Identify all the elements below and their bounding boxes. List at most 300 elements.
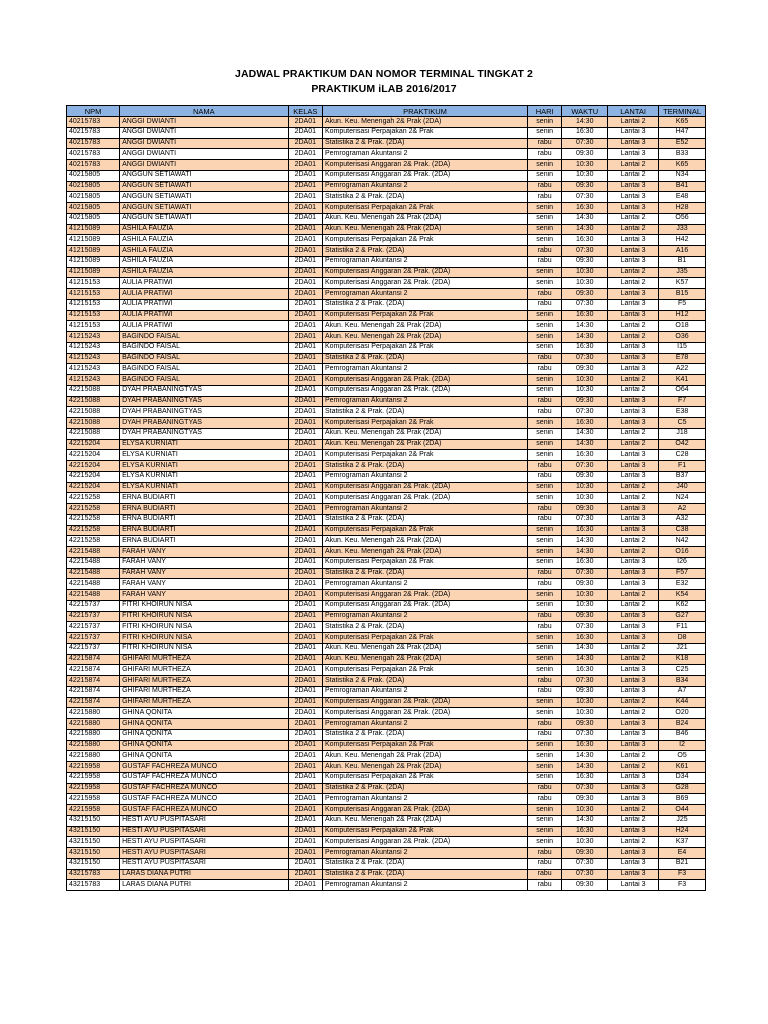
cell-npm: 42215204 xyxy=(67,482,120,493)
cell-nama: AULIA PRATIWI xyxy=(120,299,289,310)
cell-waktu: 09:30 xyxy=(562,848,608,859)
cell-waktu: 16:30 xyxy=(562,740,608,751)
cell-npm: 42215958 xyxy=(67,783,120,794)
cell-nama: DYAH PRABANINGTYAS xyxy=(120,385,289,396)
table-row xyxy=(67,590,706,601)
cell-lantai: Lantai 2 xyxy=(608,751,659,762)
cell-kelas: 2DA01 xyxy=(288,267,322,278)
cell-npm: 42215874 xyxy=(67,676,120,687)
cell-nama: ANGGUN SETIAWATI xyxy=(120,170,289,181)
cell-kelas: 2DA01 xyxy=(288,815,322,826)
cell-npm: 42215880 xyxy=(67,740,120,751)
cell-praktikum: Komputerisasi Perpajakan 2& Prak xyxy=(322,772,527,783)
table-row xyxy=(67,342,706,353)
cell-terminal: J18 xyxy=(659,428,706,439)
cell-kelas: 2DA01 xyxy=(288,299,322,310)
table-row xyxy=(67,450,706,461)
cell-nama: DYAH PRABANINGTYAS xyxy=(120,418,289,429)
cell-waktu: 10:30 xyxy=(562,600,608,611)
cell-npm: 40215805 xyxy=(67,213,120,224)
cell-lantai: Lantai 2 xyxy=(608,536,659,547)
cell-hari: senin xyxy=(528,805,562,816)
cell-terminal: O36 xyxy=(659,332,706,343)
cell-hari: rabu xyxy=(528,364,562,375)
cell-npm: 42215088 xyxy=(67,407,120,418)
cell-praktikum: Komputerisasi Anggaran 2& Prak. (2DA) xyxy=(322,837,527,848)
cell-hari: senin xyxy=(528,332,562,343)
cell-waktu: 16:30 xyxy=(562,826,608,837)
cell-lantai: Lantai 3 xyxy=(608,611,659,622)
cell-nama: FITRI KHOIRUN NISA xyxy=(120,622,289,633)
cell-hari: senin xyxy=(528,740,562,751)
cell-lantai: Lantai 3 xyxy=(608,396,659,407)
cell-kelas: 2DA01 xyxy=(288,149,322,160)
cell-nama: GHINA QONITA xyxy=(120,719,289,730)
cell-kelas: 2DA01 xyxy=(288,525,322,536)
cell-praktikum: Komputerisasi Perpajakan 2& Prak xyxy=(322,450,527,461)
cell-npm: 42215204 xyxy=(67,471,120,482)
table-row xyxy=(67,256,706,267)
cell-praktikum: Pemrograman Akuntansi 2 xyxy=(322,149,527,160)
table-row xyxy=(67,203,706,214)
cell-waktu: 09:30 xyxy=(562,289,608,300)
cell-npm: 41215243 xyxy=(67,342,120,353)
cell-hari: senin xyxy=(528,267,562,278)
table-row xyxy=(67,127,706,138)
cell-nama: ERNA BUDIARTI xyxy=(120,536,289,547)
table-row xyxy=(67,762,706,773)
table-row xyxy=(67,547,706,558)
cell-praktikum: Statistika 2 & Prak. (2DA) xyxy=(322,407,527,418)
cell-hari: senin xyxy=(528,203,562,214)
cell-nama: ANGGI DWIANTI xyxy=(120,117,289,128)
cell-kelas: 2DA01 xyxy=(288,783,322,794)
table-row xyxy=(67,826,706,837)
cell-hari: senin xyxy=(528,751,562,762)
cell-npm: 42215737 xyxy=(67,633,120,644)
cell-waktu: 10:30 xyxy=(562,375,608,386)
cell-waktu: 07:30 xyxy=(562,461,608,472)
cell-lantai: Lantai 3 xyxy=(608,342,659,353)
column-header-lantai: LANTAI xyxy=(608,106,659,117)
cell-hari: rabu xyxy=(528,858,562,869)
cell-lantai: Lantai 3 xyxy=(608,568,659,579)
cell-lantai: Lantai 2 xyxy=(608,547,659,558)
cell-terminal: F5 xyxy=(659,299,706,310)
table-row xyxy=(67,751,706,762)
cell-waktu: 09:30 xyxy=(562,364,608,375)
cell-nama: GHINA QONITA xyxy=(120,729,289,740)
cell-kelas: 2DA01 xyxy=(288,665,322,676)
cell-lantai: Lantai 3 xyxy=(608,622,659,633)
table-row xyxy=(67,880,706,891)
cell-terminal: B15 xyxy=(659,289,706,300)
cell-npm: 40215805 xyxy=(67,181,120,192)
cell-hari: senin xyxy=(528,493,562,504)
cell-npm: 40215783 xyxy=(67,138,120,149)
cell-hari: senin xyxy=(528,385,562,396)
cell-npm: 42215488 xyxy=(67,568,120,579)
cell-lantai: Lantai 2 xyxy=(608,762,659,773)
cell-hari: senin xyxy=(528,224,562,235)
cell-waktu: 10:30 xyxy=(562,170,608,181)
cell-terminal: A32 xyxy=(659,514,706,525)
cell-waktu: 16:30 xyxy=(562,633,608,644)
cell-nama: ELYSA KURNIATI xyxy=(120,471,289,482)
table-row xyxy=(67,837,706,848)
cell-kelas: 2DA01 xyxy=(288,590,322,601)
cell-lantai: Lantai 2 xyxy=(608,493,659,504)
cell-hari: rabu xyxy=(528,246,562,257)
cell-nama: FITRI KHOIRUN NISA xyxy=(120,633,289,644)
cell-lantai: Lantai 3 xyxy=(608,525,659,536)
cell-terminal: J40 xyxy=(659,482,706,493)
cell-lantai: Lantai 3 xyxy=(608,676,659,687)
cell-hari: senin xyxy=(528,826,562,837)
cell-nama: LARAS DIANA PUTRI xyxy=(120,880,289,891)
cell-npm: 40215805 xyxy=(67,170,120,181)
cell-npm: 43215783 xyxy=(67,880,120,891)
cell-nama: LARAS DIANA PUTRI xyxy=(120,869,289,880)
cell-terminal: O16 xyxy=(659,547,706,558)
cell-praktikum: Pemrograman Akuntansi 2 xyxy=(322,396,527,407)
cell-terminal: E32 xyxy=(659,579,706,590)
cell-terminal: G27 xyxy=(659,611,706,622)
cell-hari: rabu xyxy=(528,149,562,160)
cell-kelas: 2DA01 xyxy=(288,708,322,719)
cell-waktu: 10:30 xyxy=(562,837,608,848)
table-row xyxy=(67,568,706,579)
cell-npm: 42215204 xyxy=(67,461,120,472)
cell-nama: ERNA BUDIARTI xyxy=(120,514,289,525)
cell-hari: senin xyxy=(528,342,562,353)
cell-waktu: 09:30 xyxy=(562,880,608,891)
cell-hari: rabu xyxy=(528,729,562,740)
cell-waktu: 10:30 xyxy=(562,708,608,719)
cell-terminal: O20 xyxy=(659,708,706,719)
table-row xyxy=(67,149,706,160)
cell-npm: 41215153 xyxy=(67,310,120,321)
cell-praktikum: Akun. Keu. Menengah 2& Prak (2DA) xyxy=(322,332,527,343)
cell-npm: 41215243 xyxy=(67,364,120,375)
cell-npm: 41215089 xyxy=(67,224,120,235)
table-row xyxy=(67,815,706,826)
cell-npm: 42215204 xyxy=(67,439,120,450)
table-row xyxy=(67,579,706,590)
cell-hari: senin xyxy=(528,321,562,332)
cell-hari: senin xyxy=(528,127,562,138)
cell-npm: 42215088 xyxy=(67,428,120,439)
cell-lantai: Lantai 2 xyxy=(608,117,659,128)
cell-praktikum: Statistika 2 & Prak. (2DA) xyxy=(322,783,527,794)
cell-kelas: 2DA01 xyxy=(288,246,322,257)
cell-kelas: 2DA01 xyxy=(288,138,322,149)
cell-nama: DYAH PRABANINGTYAS xyxy=(120,407,289,418)
column-header-npm: NPM xyxy=(67,106,120,117)
cell-terminal: E38 xyxy=(659,407,706,418)
cell-kelas: 2DA01 xyxy=(288,514,322,525)
table-row xyxy=(67,504,706,515)
cell-nama: ELYSA KURNIATI xyxy=(120,461,289,472)
cell-waktu: 14:30 xyxy=(562,213,608,224)
cell-nama: BAGINDO FAISAL xyxy=(120,353,289,364)
table-row xyxy=(67,353,706,364)
cell-hari: senin xyxy=(528,310,562,321)
cell-praktikum: Statistika 2 & Prak. (2DA) xyxy=(322,138,527,149)
cell-kelas: 2DA01 xyxy=(288,697,322,708)
cell-terminal: B34 xyxy=(659,676,706,687)
cell-terminal: I2 xyxy=(659,740,706,751)
cell-hari: senin xyxy=(528,665,562,676)
table-row xyxy=(67,525,706,536)
cell-waktu: 14:30 xyxy=(562,117,608,128)
cell-nama: HESTI AYU PUSPITASARI xyxy=(120,858,289,869)
cell-waktu: 09:30 xyxy=(562,686,608,697)
cell-hari: rabu xyxy=(528,579,562,590)
cell-hari: senin xyxy=(528,815,562,826)
cell-lantai: Lantai 3 xyxy=(608,557,659,568)
cell-npm: 42215088 xyxy=(67,418,120,429)
cell-waktu: 10:30 xyxy=(562,482,608,493)
cell-lantai: Lantai 2 xyxy=(608,267,659,278)
cell-nama: FITRI KHOIRUN NISA xyxy=(120,643,289,654)
cell-waktu: 16:30 xyxy=(562,342,608,353)
cell-terminal: K44 xyxy=(659,697,706,708)
cell-praktikum: Komputerisasi Anggaran 2& Prak. (2DA) xyxy=(322,267,527,278)
cell-npm: 43215150 xyxy=(67,848,120,859)
cell-npm: 42215737 xyxy=(67,611,120,622)
cell-nama: ERNA BUDIARTI xyxy=(120,525,289,536)
cell-waktu: 16:30 xyxy=(562,665,608,676)
cell-waktu: 16:30 xyxy=(562,310,608,321)
cell-kelas: 2DA01 xyxy=(288,643,322,654)
cell-hari: senin xyxy=(528,762,562,773)
cell-kelas: 2DA01 xyxy=(288,321,322,332)
cell-praktikum: Akun. Keu. Menengah 2& Prak (2DA) xyxy=(322,654,527,665)
cell-hari: rabu xyxy=(528,461,562,472)
cell-praktikum: Komputerisasi Perpajakan 2& Prak xyxy=(322,310,527,321)
cell-lantai: Lantai 2 xyxy=(608,643,659,654)
cell-waktu: 16:30 xyxy=(562,418,608,429)
cell-lantai: Lantai 3 xyxy=(608,289,659,300)
cell-terminal: O42 xyxy=(659,439,706,450)
cell-kelas: 2DA01 xyxy=(288,686,322,697)
cell-waktu: 10:30 xyxy=(562,385,608,396)
cell-praktikum: Pemrograman Akuntansi 2 xyxy=(322,579,527,590)
cell-npm: 41215243 xyxy=(67,353,120,364)
cell-kelas: 2DA01 xyxy=(288,181,322,192)
cell-lantai: Lantai 3 xyxy=(608,256,659,267)
table-row xyxy=(67,235,706,246)
cell-waktu: 16:30 xyxy=(562,203,608,214)
cell-lantai: Lantai 3 xyxy=(608,869,659,880)
cell-nama: DYAH PRABANINGTYAS xyxy=(120,396,289,407)
cell-hari: senin xyxy=(528,590,562,601)
cell-hari: rabu xyxy=(528,299,562,310)
cell-praktikum: Akun. Keu. Menengah 2& Prak (2DA) xyxy=(322,117,527,128)
cell-kelas: 2DA01 xyxy=(288,676,322,687)
cell-waktu: 14:30 xyxy=(562,439,608,450)
cell-lantai: Lantai 3 xyxy=(608,579,659,590)
cell-terminal: K62 xyxy=(659,600,706,611)
cell-lantai: Lantai 3 xyxy=(608,740,659,751)
cell-terminal: B1 xyxy=(659,256,706,267)
cell-terminal: F1 xyxy=(659,461,706,472)
cell-nama: GUSTAF FACHREZA MUNCO xyxy=(120,762,289,773)
cell-terminal: H47 xyxy=(659,127,706,138)
cell-waktu: 14:30 xyxy=(562,547,608,558)
cell-waktu: 09:30 xyxy=(562,504,608,515)
table-row xyxy=(67,783,706,794)
cell-nama: ASHILA FAUZIA xyxy=(120,224,289,235)
cell-terminal: H12 xyxy=(659,310,706,321)
cell-terminal: A16 xyxy=(659,246,706,257)
cell-hari: rabu xyxy=(528,353,562,364)
cell-praktikum: Komputerisasi Anggaran 2& Prak. (2DA) xyxy=(322,697,527,708)
cell-praktikum: Komputerisasi Anggaran 2& Prak. (2DA) xyxy=(322,375,527,386)
cell-praktikum: Pemrograman Akuntansi 2 xyxy=(322,181,527,192)
cell-waktu: 07:30 xyxy=(562,353,608,364)
cell-waktu: 07:30 xyxy=(562,622,608,633)
table-row xyxy=(67,729,706,740)
cell-waktu: 14:30 xyxy=(562,643,608,654)
cell-kelas: 2DA01 xyxy=(288,794,322,805)
cell-lantai: Lantai 3 xyxy=(608,772,659,783)
cell-kelas: 2DA01 xyxy=(288,805,322,816)
cell-kelas: 2DA01 xyxy=(288,762,322,773)
cell-terminal: E52 xyxy=(659,138,706,149)
cell-lantai: Lantai 3 xyxy=(608,310,659,321)
cell-terminal: B69 xyxy=(659,794,706,805)
cell-nama: BAGINDO FAISAL xyxy=(120,332,289,343)
cell-lantai: Lantai 3 xyxy=(608,794,659,805)
cell-nama: ASHILA FAUZIA xyxy=(120,235,289,246)
cell-hari: senin xyxy=(528,557,562,568)
cell-praktikum: Pemrograman Akuntansi 2 xyxy=(322,719,527,730)
table-row xyxy=(67,557,706,568)
cell-nama: ANGGUN SETIAWATI xyxy=(120,213,289,224)
cell-lantai: Lantai 3 xyxy=(608,880,659,891)
cell-kelas: 2DA01 xyxy=(288,858,322,869)
cell-hari: senin xyxy=(528,213,562,224)
cell-praktikum: Akun. Keu. Menengah 2& Prak (2DA) xyxy=(322,439,527,450)
cell-lantai: Lantai 3 xyxy=(608,181,659,192)
cell-npm: 40215805 xyxy=(67,192,120,203)
cell-terminal: K54 xyxy=(659,590,706,601)
cell-waktu: 07:30 xyxy=(562,246,608,257)
cell-kelas: 2DA01 xyxy=(288,342,322,353)
cell-lantai: Lantai 2 xyxy=(608,332,659,343)
cell-npm: 41215089 xyxy=(67,256,120,267)
cell-kelas: 2DA01 xyxy=(288,622,322,633)
cell-kelas: 2DA01 xyxy=(288,461,322,472)
cell-nama: BAGINDO FAISAL xyxy=(120,342,289,353)
cell-waktu: 07:30 xyxy=(562,192,608,203)
cell-kelas: 2DA01 xyxy=(288,203,322,214)
cell-praktikum: Pemrograman Akuntansi 2 xyxy=(322,504,527,515)
cell-kelas: 2DA01 xyxy=(288,547,322,558)
table-row xyxy=(67,375,706,386)
cell-lantai: Lantai 3 xyxy=(608,504,659,515)
cell-hari: rabu xyxy=(528,256,562,267)
cell-kelas: 2DA01 xyxy=(288,278,322,289)
cell-lantai: Lantai 3 xyxy=(608,633,659,644)
cell-praktikum: Pemrograman Akuntansi 2 xyxy=(322,364,527,375)
cell-terminal: E4 xyxy=(659,848,706,859)
cell-lantai: Lantai 2 xyxy=(608,654,659,665)
cell-nama: FITRI KHOIRUN NISA xyxy=(120,600,289,611)
cell-kelas: 2DA01 xyxy=(288,504,322,515)
cell-terminal: A22 xyxy=(659,364,706,375)
document-subtitle: PRAKTIKUM iLAB 2016/2017 xyxy=(311,83,457,95)
cell-hari: senin xyxy=(528,772,562,783)
cell-nama: HESTI AYU PUSPITASARI xyxy=(120,826,289,837)
table-row xyxy=(67,439,706,450)
table-row xyxy=(67,278,706,289)
cell-praktikum: Komputerisasi Anggaran 2& Prak. (2DA) xyxy=(322,590,527,601)
cell-praktikum: Pemrograman Akuntansi 2 xyxy=(322,848,527,859)
cell-npm: 40215805 xyxy=(67,203,120,214)
table-row xyxy=(67,138,706,149)
cell-hari: senin xyxy=(528,600,562,611)
cell-npm: 41215153 xyxy=(67,289,120,300)
cell-praktikum: Statistika 2 & Prak. (2DA) xyxy=(322,568,527,579)
cell-nama: HESTI AYU PUSPITASARI xyxy=(120,815,289,826)
cell-lantai: Lantai 3 xyxy=(608,299,659,310)
table-row xyxy=(67,428,706,439)
cell-terminal: I15 xyxy=(659,342,706,353)
cell-lantai: Lantai 3 xyxy=(608,364,659,375)
table-row xyxy=(67,611,706,622)
table-row xyxy=(67,686,706,697)
cell-praktikum: Akun. Keu. Menengah 2& Prak (2DA) xyxy=(322,643,527,654)
cell-hari: rabu xyxy=(528,471,562,482)
cell-nama: GHIFARI MURTHEZA xyxy=(120,654,289,665)
cell-lantai: Lantai 2 xyxy=(608,375,659,386)
cell-kelas: 2DA01 xyxy=(288,127,322,138)
cell-nama: GUSTAF FACHREZA MUNCO xyxy=(120,772,289,783)
table-row xyxy=(67,321,706,332)
table-row xyxy=(67,697,706,708)
cell-terminal: J21 xyxy=(659,643,706,654)
cell-lantai: Lantai 3 xyxy=(608,353,659,364)
cell-kelas: 2DA01 xyxy=(288,256,322,267)
cell-hari: senin xyxy=(528,697,562,708)
table-row xyxy=(67,396,706,407)
cell-lantai: Lantai 2 xyxy=(608,590,659,601)
cell-lantai: Lantai 3 xyxy=(608,235,659,246)
cell-praktikum: Pemrograman Akuntansi 2 xyxy=(322,611,527,622)
cell-npm: 42215258 xyxy=(67,536,120,547)
cell-nama: GHIFARI MURTHEZA xyxy=(120,676,289,687)
cell-npm: 42215880 xyxy=(67,708,120,719)
cell-npm: 42215488 xyxy=(67,579,120,590)
table-row xyxy=(67,364,706,375)
cell-lantai: Lantai 2 xyxy=(608,428,659,439)
cell-kelas: 2DA01 xyxy=(288,310,322,321)
cell-hari: senin xyxy=(528,375,562,386)
cell-nama: FARAH VANY xyxy=(120,557,289,568)
cell-hari: rabu xyxy=(528,794,562,805)
cell-praktikum: Komputerisasi Perpajakan 2& Prak xyxy=(322,826,527,837)
cell-praktikum: Komputerisasi Perpajakan 2& Prak xyxy=(322,127,527,138)
cell-waktu: 16:30 xyxy=(562,557,608,568)
cell-praktikum: Statistika 2 & Prak. (2DA) xyxy=(322,869,527,880)
cell-terminal: F3 xyxy=(659,869,706,880)
cell-npm: 42215258 xyxy=(67,493,120,504)
cell-lantai: Lantai 3 xyxy=(608,826,659,837)
cell-terminal: C28 xyxy=(659,450,706,461)
